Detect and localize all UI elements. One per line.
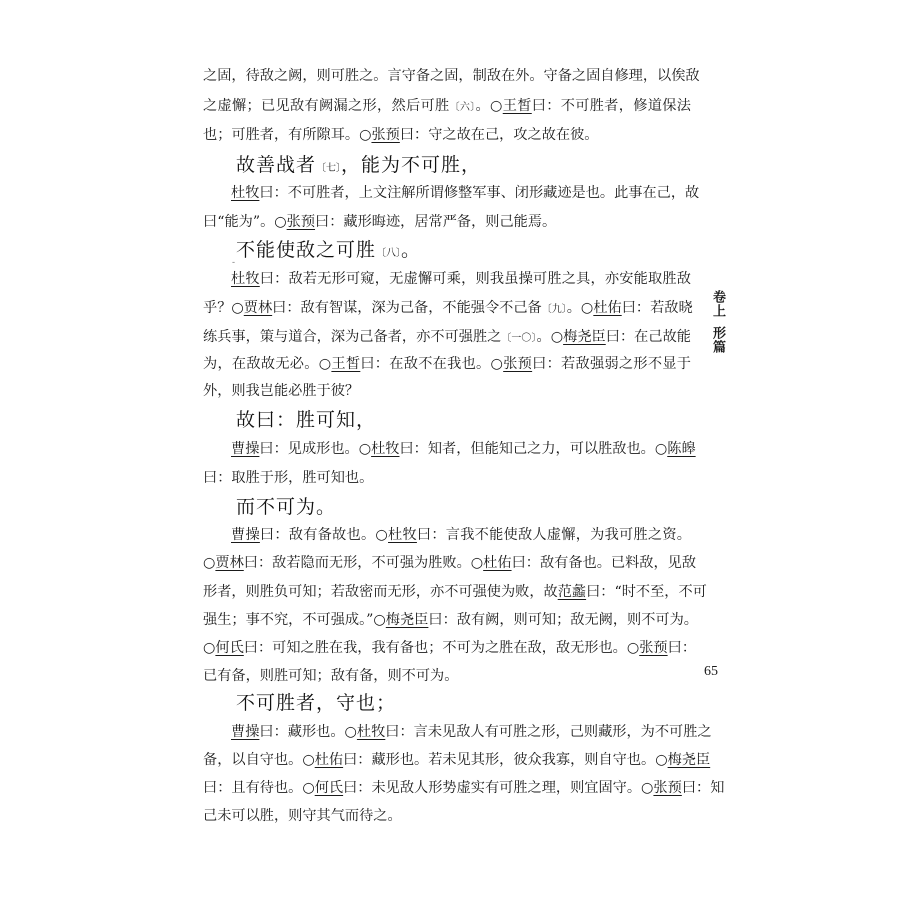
text-line bbox=[231, 183, 700, 203]
text-segment: 曰：敌若无形可窥，无虚懈可乘，则我虽操可胜之具，亦安能取胜敌 bbox=[259, 271, 691, 287]
text-segment: 不能使敌之可胜 bbox=[236, 239, 377, 261]
classic-text-heading bbox=[236, 237, 421, 267]
commentator-name: 梅尧臣 bbox=[667, 752, 711, 768]
classic-text-heading bbox=[236, 494, 336, 520]
classic-text-heading bbox=[236, 407, 376, 433]
text-segment: 曰：敌有智谋，深为己备，不能强令不己备 bbox=[272, 300, 542, 316]
running-header-chapter: 形篇 bbox=[710, 326, 725, 354]
text-segment: 曰：“时不至，不可 bbox=[586, 584, 707, 600]
commentator-name: 曹操 bbox=[231, 527, 260, 543]
commentator-name: 张预 bbox=[639, 640, 668, 656]
commentator-name: 杜牧 bbox=[388, 527, 417, 543]
text-segment: 曰：不可胜者，上文注解所谓修整军事、闭形藏迹是也。此事在己，故 bbox=[259, 185, 700, 201]
text-segment: 外，则我岂能必胜于彼？ bbox=[203, 383, 360, 399]
text-segment: 备，以自守也。○ bbox=[203, 752, 315, 768]
text-segment: ○ bbox=[203, 640, 216, 656]
text-segment: 曰：若敌晓 bbox=[621, 300, 693, 316]
text-segment: 曰：敌有阙，则可知；敌无阙，则不可为。 bbox=[428, 612, 698, 628]
commentator-name: 陈皞 bbox=[667, 441, 696, 457]
commentator-name: 张预 bbox=[286, 214, 316, 230]
text-segment: 。○ bbox=[566, 300, 594, 316]
note-marker: 〔六〕 bbox=[449, 102, 476, 113]
commentator-name: 王皙 bbox=[331, 356, 361, 372]
text-segment: 故曰：胜可知， bbox=[236, 409, 377, 431]
page-number: 65 bbox=[704, 664, 718, 679]
text-line bbox=[203, 638, 697, 658]
text-segment: 曰：知者，但能知己之力，可以胜敌也。○ bbox=[399, 441, 668, 457]
text-line bbox=[203, 125, 691, 145]
text-segment: 练兵事，策与道合，深为己备者，亦不可强胜之 bbox=[203, 329, 502, 345]
text-segment: 曰：若敌强弱之形不显于 bbox=[532, 356, 691, 372]
commentator-name: 王皙 bbox=[502, 98, 532, 114]
text-line bbox=[203, 778, 725, 798]
text-segment: 不可胜者，守也； bbox=[236, 692, 397, 714]
commentator-name: 杜牧 bbox=[231, 185, 260, 201]
commentator-name: 曹操 bbox=[231, 724, 260, 740]
text-line bbox=[231, 439, 696, 459]
note-marker: 〔八〕 bbox=[376, 248, 402, 259]
commentator-name: 贾林 bbox=[243, 300, 273, 316]
text-segment: 曰：在敌不在我也。○ bbox=[360, 356, 504, 372]
running-header-volume: 卷上 bbox=[710, 290, 725, 318]
commentator-name: 张预 bbox=[503, 356, 533, 372]
text-segment: 曰：知 bbox=[681, 780, 725, 796]
text-line bbox=[203, 750, 711, 770]
text-segment: 曰：见成形也。○ bbox=[259, 441, 372, 457]
text-segment: 曰： bbox=[667, 640, 697, 656]
text-segment: ○ bbox=[203, 555, 216, 571]
note-marker: 〔一〇〕 bbox=[501, 333, 537, 344]
text-segment: 。 bbox=[401, 239, 422, 261]
text-segment: 强生；事不究，不可强成。”○ bbox=[203, 612, 386, 628]
text-segment: 曰：藏形也。若未见其形，彼众我寡，则自守也。○ bbox=[343, 752, 668, 768]
text-segment: 曰：不可胜者，修道保法 bbox=[531, 98, 691, 114]
commentator-name: 曹操 bbox=[231, 441, 260, 457]
text-line bbox=[203, 354, 691, 374]
text-segment: 曰：敌若隐而无形，不可强为胜败。○ bbox=[243, 555, 484, 571]
commentator-name: 梅尧臣 bbox=[385, 612, 429, 628]
text-segment: 曰：言我不能使敌人虚懈，为我可胜之资。 bbox=[416, 527, 691, 543]
text-segment: 曰：在己故能 bbox=[605, 329, 691, 345]
text-line bbox=[203, 66, 700, 86]
text-segment: 之固，待敌之阙，则可胜之。言守备之固，制敌在外。守备之固自修理，以俟敌 bbox=[203, 68, 700, 84]
text-line bbox=[203, 582, 707, 602]
commentator-name: 杜牧 bbox=[356, 724, 386, 740]
text-line bbox=[203, 298, 691, 320]
text-segment: 曰：言未见敌人有可胜之形，己则藏形，为不可胜之 bbox=[385, 724, 712, 740]
text-line bbox=[203, 381, 691, 401]
commentator-name: 张预 bbox=[371, 127, 400, 143]
commentator-name: 杜佑 bbox=[593, 300, 622, 316]
text-line bbox=[203, 96, 691, 118]
commentator-name: 贾林 bbox=[215, 555, 244, 571]
text-segment: 已有备，则胜可知；敌有备，则不可为。 bbox=[203, 668, 459, 684]
text-segment: 。○ bbox=[536, 329, 564, 345]
text-segment: 曰：敌有备也。已料敌，见敌 bbox=[511, 555, 697, 571]
text-line bbox=[231, 269, 691, 289]
commentator-name: 范蠡 bbox=[557, 584, 587, 600]
text-line bbox=[231, 722, 712, 742]
text-line bbox=[203, 610, 698, 630]
text-segment: 曰：取胜于形，胜可知也。 bbox=[203, 470, 374, 486]
commentator-name: 何氏 bbox=[314, 780, 344, 796]
commentator-name: 杜牧 bbox=[231, 271, 260, 287]
running-header bbox=[707, 290, 725, 354]
classic-text-heading bbox=[236, 690, 396, 716]
text-segment: 为，在敌故无必。○ bbox=[203, 356, 332, 372]
text-line bbox=[203, 468, 691, 488]
note-marker: 〔七〕 bbox=[316, 163, 342, 174]
text-segment: 曰：未见敌人形势虚实有可胜之理，则宜固守。○ bbox=[343, 780, 654, 796]
classic-text-heading bbox=[236, 152, 481, 182]
text-segment: 。○ bbox=[475, 98, 503, 114]
text-segment: 而不可为。 bbox=[236, 496, 337, 518]
text-line bbox=[231, 525, 691, 545]
text-segment: 曰：藏形也。○ bbox=[259, 724, 357, 740]
text-segment: 之虚懈；已见敌有阙漏之形，然后可胜 bbox=[203, 98, 450, 114]
text-segment: 故善战者 bbox=[236, 154, 317, 176]
text-line bbox=[203, 553, 697, 573]
commentator-name: 杜牧 bbox=[371, 441, 400, 457]
text-line bbox=[203, 327, 691, 349]
text-line bbox=[203, 666, 691, 686]
commentator-name: 何氏 bbox=[215, 640, 244, 656]
text-line bbox=[203, 806, 691, 826]
commentator-name: 张预 bbox=[653, 780, 682, 796]
text-segment: 曰：且有待也。○ bbox=[203, 780, 315, 796]
text-segment: ，能为不可胜， bbox=[341, 154, 482, 176]
text-segment: 曰：敌有备故也。○ bbox=[259, 527, 389, 543]
commentator-name: 杜佑 bbox=[483, 555, 512, 571]
text-segment: 曰“能为”。○ bbox=[203, 214, 287, 230]
stray-mark: - bbox=[232, 258, 236, 268]
text-segment: 曰：可知之胜在我，我有备也；不可为之胜在敌，敌无形也。○ bbox=[243, 640, 640, 656]
text-segment: 形者，则胜负可知；若敌密而无形，亦不可强使为败，故 bbox=[203, 584, 558, 600]
text-segment: 曰：藏形晦迹，居常严备，则己能焉。 bbox=[315, 214, 557, 230]
text-segment: 乎？○ bbox=[203, 300, 244, 316]
text-line bbox=[203, 212, 691, 232]
commentator-name: 杜佑 bbox=[314, 752, 344, 768]
text-segment: 曰：守之故在己，攻之故在彼。 bbox=[399, 127, 599, 143]
commentator-name: 梅尧臣 bbox=[563, 329, 606, 345]
text-segment: 己未可以胜，则守其气而待之。 bbox=[203, 808, 402, 824]
note-marker: 〔九〕 bbox=[541, 304, 567, 315]
text-segment: 也；可胜者，有所隙耳。○ bbox=[203, 127, 372, 143]
